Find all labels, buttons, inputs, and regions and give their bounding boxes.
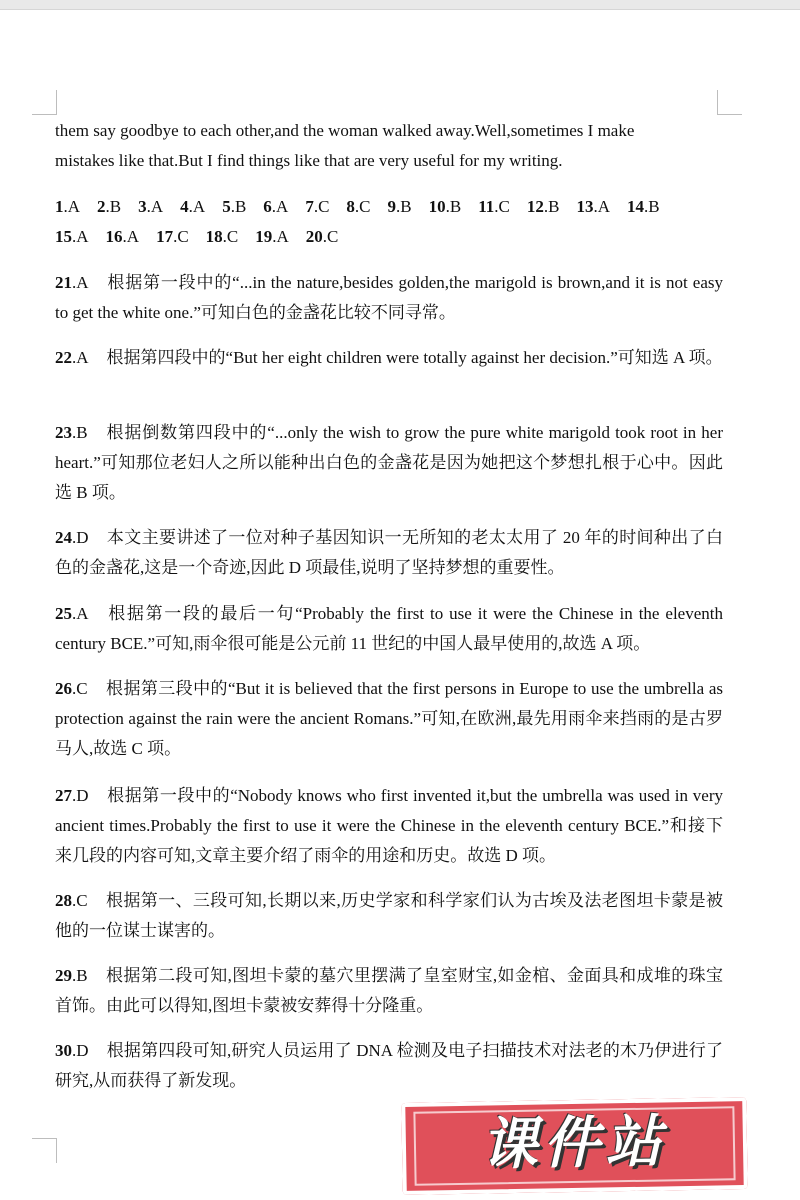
answer-number: 15 bbox=[55, 227, 72, 246]
explanation-item bbox=[55, 599, 723, 659]
answer-number: 18 bbox=[205, 227, 223, 246]
answer-letter: .A bbox=[122, 227, 140, 246]
explanation-text: 本文主要讲述了一位对种子基因知识一无所知的老太太用了 20 年的时间种出了白色的金盏花,这是一个奇迹,因此 D 项最佳,说明了坚持梦想的重要性。 bbox=[55, 528, 723, 577]
answer-item bbox=[255, 227, 289, 246]
question-number: 29 bbox=[55, 966, 72, 985]
question-answer: .C bbox=[72, 679, 88, 698]
answer-item bbox=[263, 197, 288, 216]
answer-letter: .B bbox=[445, 197, 462, 216]
answer-letter: .A bbox=[72, 227, 89, 246]
explanation-text: 根据第四段可知,研究人员运用了 DNA 检测及电子扫描技术对法老的木乃伊进行了研究,从而获得了新发现。 bbox=[55, 1041, 723, 1090]
margin-corner-top-right bbox=[717, 90, 742, 115]
explanation-item bbox=[55, 268, 723, 328]
answer-item bbox=[306, 227, 339, 246]
answer-item bbox=[180, 197, 205, 216]
answer-item bbox=[305, 197, 329, 216]
question-answer: .C bbox=[72, 891, 88, 910]
question-number: 30 bbox=[55, 1041, 72, 1060]
answer-letter: .B bbox=[396, 197, 412, 216]
answer-item bbox=[55, 227, 89, 246]
question-number: 24 bbox=[55, 528, 72, 547]
answer-number: 5 bbox=[222, 197, 231, 216]
answer-number: 2 bbox=[97, 197, 106, 216]
answer-item bbox=[478, 197, 510, 216]
answer-item bbox=[55, 197, 80, 216]
answer-number: 6 bbox=[263, 197, 272, 216]
margin-corner-top-left bbox=[32, 90, 57, 115]
explanation-text: 根据第一段中的“Nobody knows who first invented it,but the umbrella was used in very ancient times.Probably the first to use it were the Chinese in the eleventh century BCE.”和接下来几段的内容可知,文章主要介绍了雨伞的用途和历史。故选 D 项。 bbox=[55, 786, 723, 865]
watermark-logo-text: 课件站 bbox=[480, 1109, 669, 1178]
answer-item bbox=[346, 197, 370, 216]
answer-item bbox=[527, 197, 560, 216]
answer-item bbox=[627, 197, 660, 216]
intro-line: mistakes like that.But I find things like that are very useful for my writing. bbox=[55, 151, 563, 170]
answer-item bbox=[156, 227, 189, 246]
answer-number: 19 bbox=[255, 227, 273, 246]
explanation-item bbox=[55, 523, 723, 583]
answer-letter: .C bbox=[322, 227, 339, 246]
question-number: 26 bbox=[55, 679, 72, 698]
answer-letter: .C bbox=[222, 227, 239, 246]
answer-letter: .A bbox=[271, 197, 289, 216]
explanation-text: 根据第一段中的“...in the nature,besides golden,the marigold is brown,and it is not easy to get the white one.”可知白色的金盏花比较不同寻常。 bbox=[55, 273, 723, 322]
explanation-item bbox=[55, 1036, 723, 1096]
answer-number: 9 bbox=[387, 197, 396, 216]
question-number: 27 bbox=[55, 786, 72, 805]
question-number: 22 bbox=[55, 348, 72, 367]
intro-paragraph bbox=[55, 116, 723, 176]
answer-number: 10 bbox=[428, 197, 446, 216]
explanation-text: 根据第三段中的“But it is believed that the first persons in Europe to use the umbrella as protection against the rain were the ancient Romans.”可知,在欧洲,最先用雨伞来挡雨的是古罗马人,故选 C 项。 bbox=[55, 679, 723, 758]
answer-letter: .A bbox=[272, 227, 289, 246]
answer-number: 17 bbox=[156, 227, 174, 246]
question-answer: .D bbox=[72, 528, 89, 547]
answer-letter: .C bbox=[173, 227, 189, 246]
question-answer: .A bbox=[72, 604, 89, 623]
question-answer: .A bbox=[72, 348, 89, 367]
answer-key bbox=[55, 192, 723, 252]
answer-letter: .C bbox=[354, 197, 371, 216]
explanation-item bbox=[55, 781, 723, 871]
question-answer: .D bbox=[72, 786, 89, 805]
answer-letter: .B bbox=[105, 197, 122, 216]
viewer-top-bar bbox=[0, 0, 800, 10]
answer-letter: .C bbox=[313, 197, 330, 216]
question-number: 25 bbox=[55, 604, 72, 623]
answer-letter: .B bbox=[543, 197, 560, 216]
answer-item bbox=[138, 197, 163, 216]
question-answer: .B bbox=[72, 423, 88, 442]
explanation-item bbox=[55, 961, 723, 1021]
watermark-stamp bbox=[401, 1097, 748, 1195]
answer-number: 11 bbox=[478, 197, 495, 216]
margin-corner-bottom-left bbox=[32, 1138, 57, 1163]
answer-item bbox=[429, 197, 462, 216]
question-answer: .D bbox=[72, 1041, 89, 1060]
answer-letter: .A bbox=[593, 197, 610, 216]
question-answer: .B bbox=[72, 966, 88, 985]
answer-number: 3 bbox=[138, 197, 147, 216]
answer-number: 1 bbox=[55, 197, 64, 216]
answer-number: 8 bbox=[346, 197, 355, 216]
question-number: 28 bbox=[55, 891, 72, 910]
intro-line: them say goodbye to each other,and the woman walked away.Well,sometimes I make bbox=[55, 121, 635, 140]
answer-letter: .A bbox=[63, 197, 81, 216]
answer-item bbox=[388, 197, 412, 216]
answer-item bbox=[106, 227, 140, 246]
answer-number: 12 bbox=[526, 197, 544, 216]
answer-item bbox=[97, 197, 121, 216]
explanation-text: 根据第一段的最后一句“Probably the first to use it were the Chinese in the eleventh century BCE.”可知,雨伞很可能是公元前 11 世纪的中国人最早使用的,故选 A 项。 bbox=[55, 604, 723, 653]
explanation-item bbox=[55, 886, 723, 946]
explanation-text: 根据第二段可知,图坦卡蒙的墓穴里摆满了皇室财宝,如金棺、金面具和成堆的珠宝首饰。由此可以得知,图坦卡蒙被安葬得十分隆重。 bbox=[55, 966, 723, 1015]
answer-number: 20 bbox=[305, 227, 323, 246]
answer-number: 14 bbox=[626, 197, 644, 216]
explanation-text: 根据第四段中的“But her eight children were totally against her decision.”可知选 A 项。 bbox=[106, 348, 723, 367]
explanation-item bbox=[55, 418, 723, 508]
answer-row bbox=[55, 192, 723, 222]
answer-item bbox=[222, 197, 246, 216]
answer-number: 13 bbox=[576, 197, 594, 216]
explanation-item bbox=[55, 674, 723, 764]
question-answer: .A bbox=[72, 273, 89, 292]
answer-row bbox=[55, 222, 723, 252]
answer-item bbox=[576, 197, 610, 216]
answer-item bbox=[206, 227, 239, 246]
answer-letter: .B bbox=[230, 197, 247, 216]
answer-number: 7 bbox=[305, 197, 314, 216]
answer-number: 4 bbox=[180, 197, 189, 216]
answer-letter: .C bbox=[494, 197, 510, 216]
answer-number: 16 bbox=[105, 227, 123, 246]
answer-letter: .B bbox=[643, 197, 660, 216]
answer-letter: .A bbox=[146, 197, 164, 216]
question-number: 23 bbox=[55, 423, 72, 442]
question-number: 21 bbox=[55, 273, 72, 292]
explanation-item bbox=[55, 343, 723, 373]
answer-letter: .A bbox=[188, 197, 206, 216]
explanation-text: 根据倒数第四段中的“...only the wish to grow the pure white marigold took root in her heart.”可知那位老妇人之所以能种出白色的金盏花是因为她把这个梦想扎根于心中。因此选 B 项。 bbox=[55, 423, 723, 502]
explanation-text: 根据第一、三段可知,长期以来,历史学家和科学家们认为古埃及法老图坦卡蒙是被他的一位谋士谋害的。 bbox=[55, 891, 723, 940]
